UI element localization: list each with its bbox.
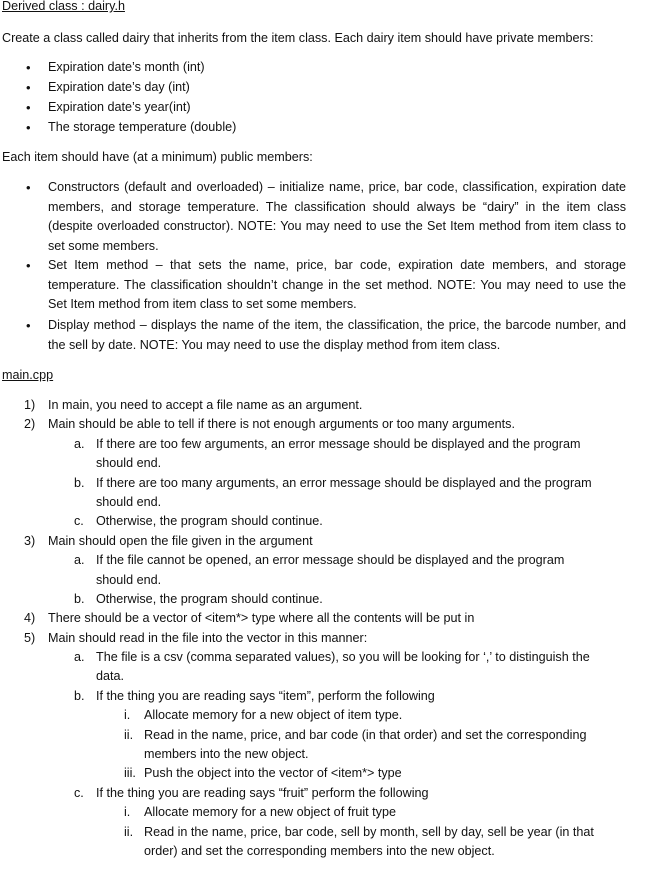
list-number: c. <box>74 785 84 800</box>
list-item: • Display method – displays the name of the item, the classification, the price, the barcode number, and the sell by date. NOTE: You may need to use the display method from item class. <box>26 318 626 352</box>
list-text: Read in the name, price, bar code, sell by month, sell by day, sell be year (in that <box>144 824 594 839</box>
bullet-icon: • <box>26 60 31 75</box>
list-item <box>2 454 626 473</box>
bullet-icon: • <box>26 80 31 95</box>
bullet-icon: • <box>26 120 31 135</box>
list-item: • The storage temperature (double) <box>2 118 648 138</box>
list-text: should end. <box>96 494 162 509</box>
list-number: a. <box>74 553 85 568</box>
list-number: 5) <box>24 630 36 645</box>
bullet-icon: • <box>26 258 31 273</box>
dairy-intro: Create a class called dairy that inherits from the item class. Each dairy item should have private members: <box>2 31 594 45</box>
public-members-list <box>2 178 626 356</box>
list-number: b. <box>74 475 85 490</box>
list-item <box>2 667 626 686</box>
list-text: If the thing you are reading says “item”, perform the following <box>96 688 435 703</box>
list-text: Main should read in the file into the vector in this manner: <box>48 630 368 645</box>
bullet-icon: • <box>26 180 31 195</box>
list-text: should end. <box>96 456 162 471</box>
main-steps-list <box>2 396 626 861</box>
list-item <box>2 512 626 531</box>
bullet-icon: • <box>26 100 31 115</box>
list-item <box>2 396 626 415</box>
list-number: b. <box>74 591 85 606</box>
list-text: Allocate memory for a new object of fruit type <box>144 805 396 820</box>
private-members-list <box>2 58 648 138</box>
list-item <box>2 726 626 745</box>
list-number: a. <box>74 436 85 451</box>
list-item <box>2 687 626 706</box>
list-item <box>2 745 626 764</box>
section-heading-main: main.cpp <box>2 368 54 382</box>
bullet-icon: • <box>26 318 31 333</box>
list-text: should end. <box>96 572 162 587</box>
list-item: • Constructors (default and overloaded) – initialize name, price, bar code, classification, expiration date members, and storage temperature. The classification should always be “dairy” in the item class (despite overloaded constructor). NOTE: You may need to use the Set Item method from item class to set some members. <box>26 180 626 253</box>
list-number: iii. <box>124 766 136 781</box>
list-item <box>2 435 626 454</box>
list-item <box>2 784 626 803</box>
list-number: a. <box>74 650 85 665</box>
list-number: 3) <box>24 533 36 548</box>
list-item <box>2 648 626 667</box>
list-number: b. <box>74 688 85 703</box>
list-number: c. <box>74 514 84 529</box>
list-item <box>2 803 626 822</box>
list-item <box>2 493 626 512</box>
list-item: • Expiration date’s day (int) <box>2 78 648 98</box>
list-item <box>2 823 626 842</box>
list-text: If there are too many arguments, an error message should be displayed and the program <box>96 475 592 490</box>
list-item <box>2 764 626 783</box>
list-item <box>2 415 626 434</box>
list-item <box>2 551 626 570</box>
list-number: i. <box>124 805 131 820</box>
list-number: 1) <box>24 398 36 412</box>
list-item: • Expiration date’s year(int) <box>2 98 648 118</box>
list-text: Main should be able to tell if there is not enough arguments or too many arguments. <box>48 417 515 432</box>
section-heading-dairy: Derived class : dairy.h <box>2 0 125 13</box>
list-item <box>2 706 626 725</box>
list-text: There should be a vector of <item*> type where all the contents will be put in <box>48 611 475 626</box>
list-text: Allocate memory for a new object of item type. <box>144 708 403 723</box>
list-number: ii. <box>124 824 134 839</box>
list-text: In main, you need to accept a file name as an argument. <box>48 398 363 412</box>
list-number: 2) <box>24 417 36 432</box>
list-text: Read in the name, price, and bar code (in that order) and set the corresponding <box>144 727 587 742</box>
list-text: members into the new object. <box>144 747 309 762</box>
list-text: Otherwise, the program should continue. <box>96 591 323 606</box>
list-item: • Expiration date’s month (int) <box>2 58 648 78</box>
list-text: Otherwise, the program should continue. <box>96 514 323 529</box>
list-text: If there are too few arguments, an error message should be displayed and the program <box>96 436 581 451</box>
list-item <box>2 629 626 648</box>
list-item: • Set Item method – that sets the name, price, bar code, expiration date members, and storage temperature. The classification shouldn’t change in the set method. NOTE: You may need to use the Set Item method from item class to set some members. <box>26 258 626 311</box>
list-text: If the file cannot be opened, an error message should be displayed and the program <box>96 553 565 568</box>
list-text: data. <box>96 669 125 684</box>
list-text: The file is a csv (comma separated values), so you will be looking for ‘,’ to distinguish the <box>96 650 590 665</box>
list-text: order) and set the corresponding members into the new object. <box>144 843 495 858</box>
list-text: If the thing you are reading says “fruit” perform the following <box>96 785 429 800</box>
list-number: i. <box>124 708 131 723</box>
list-text: Push the object into the vector of <item*> type <box>144 766 402 781</box>
list-item <box>2 609 626 628</box>
public-intro: Each item should have (at a minimum) public members: <box>2 150 313 164</box>
list-item <box>2 571 626 590</box>
list-item <box>2 474 626 493</box>
list-text: Main should open the file given in the argument <box>48 533 313 548</box>
list-item <box>2 590 626 609</box>
list-number: 4) <box>24 611 36 626</box>
list-number: ii. <box>124 727 134 742</box>
list-item <box>2 532 626 551</box>
list-item <box>2 842 626 861</box>
